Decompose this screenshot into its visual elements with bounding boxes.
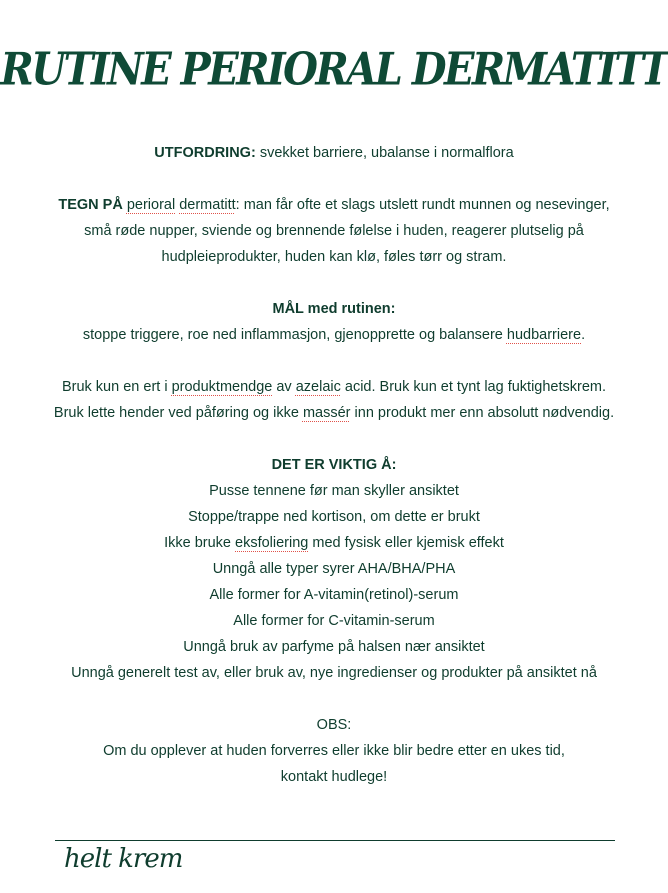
usage-text: av bbox=[272, 379, 296, 395]
document-body bbox=[40, 140, 628, 790]
spellcheck-word: azelaic bbox=[295, 379, 341, 395]
usage-text: Bruk lette hender ved påføring og ikke bbox=[53, 405, 303, 421]
signs-line-3: hudpleieprodukter, huden kan klø, føles tørr og stram. bbox=[161, 249, 507, 265]
challenge-line bbox=[40, 140, 628, 166]
spellcheck-word: massér bbox=[302, 405, 351, 421]
challenge-text: svekket barriere, ubalanse i normalflora bbox=[255, 145, 514, 161]
spellcheck-word: hudbarriere bbox=[506, 327, 582, 343]
important-item: Unngå generelt test av, eller bruk av, nye ingredienser og produkter på ansiktet nå bbox=[71, 665, 597, 681]
signs-line-1 bbox=[40, 192, 628, 218]
usage-text: acid. Bruk kun et tynt lag fuktighetskrem. bbox=[340, 379, 607, 395]
obs-line-1: Om du opplever at huden forverres eller ikke blir bedre etter en ukes tid, bbox=[103, 743, 565, 759]
goal-text-before: stoppe triggere, roe ned inflammasjon, gjenopprette og balansere bbox=[82, 327, 507, 343]
important-item bbox=[40, 530, 628, 556]
important-item-text: Ikke bruke bbox=[164, 535, 236, 551]
page-title: RUTINE PERIORAL DERMATITT bbox=[0, 43, 668, 96]
obs-label: OBS: bbox=[316, 717, 352, 733]
obs-line-2: kontakt hudlege! bbox=[280, 769, 388, 785]
important-item: Unngå alle typer syrer AHA/BHA/PHA bbox=[212, 561, 456, 577]
goal-text bbox=[40, 322, 628, 348]
usage-text: Bruk kun en ert i bbox=[61, 379, 172, 395]
goal-label: MÅL med rutinen: bbox=[272, 301, 396, 317]
spellcheck-word: produktmendge bbox=[171, 379, 273, 395]
challenge-label: UTFORDRING: bbox=[154, 145, 256, 161]
usage-line-1 bbox=[40, 374, 628, 400]
important-item: Unngå bruk av parfyme på halsen nær ansiktet bbox=[183, 639, 485, 655]
important-item-text: med fysisk eller kjemisk effekt bbox=[308, 535, 504, 551]
important-item: Pusse tennene før man skyller ansiktet bbox=[209, 483, 459, 499]
usage-text: inn produkt mer enn absolutt nødvendig. bbox=[350, 405, 615, 421]
usage-line-2 bbox=[40, 400, 628, 426]
spellcheck-word: dermatitt bbox=[179, 197, 236, 213]
important-item: Stoppe/trappe ned kortison, om dette er brukt bbox=[188, 509, 480, 525]
important-label: DET ER VIKTIG Å: bbox=[271, 457, 397, 473]
footer-divider bbox=[55, 840, 615, 841]
important-item: Alle former for A-vitamin(retinol)-serum bbox=[209, 587, 459, 603]
brand-logo: helt krem bbox=[64, 844, 183, 874]
signs-label: TEGN PÅ bbox=[58, 197, 123, 213]
spellcheck-word: eksfoliering bbox=[235, 535, 309, 551]
goal-text-after: . bbox=[581, 327, 586, 343]
signs-text: : man får ofte et slags utslett rundt munnen og nesevinger, bbox=[235, 197, 610, 213]
spellcheck-word: perioral bbox=[126, 197, 176, 213]
signs-line-2: små røde nupper, sviende og brennende følelse i huden, reagerer plutselig på bbox=[84, 223, 584, 239]
important-item: Alle former for C-vitamin-serum bbox=[233, 613, 435, 629]
